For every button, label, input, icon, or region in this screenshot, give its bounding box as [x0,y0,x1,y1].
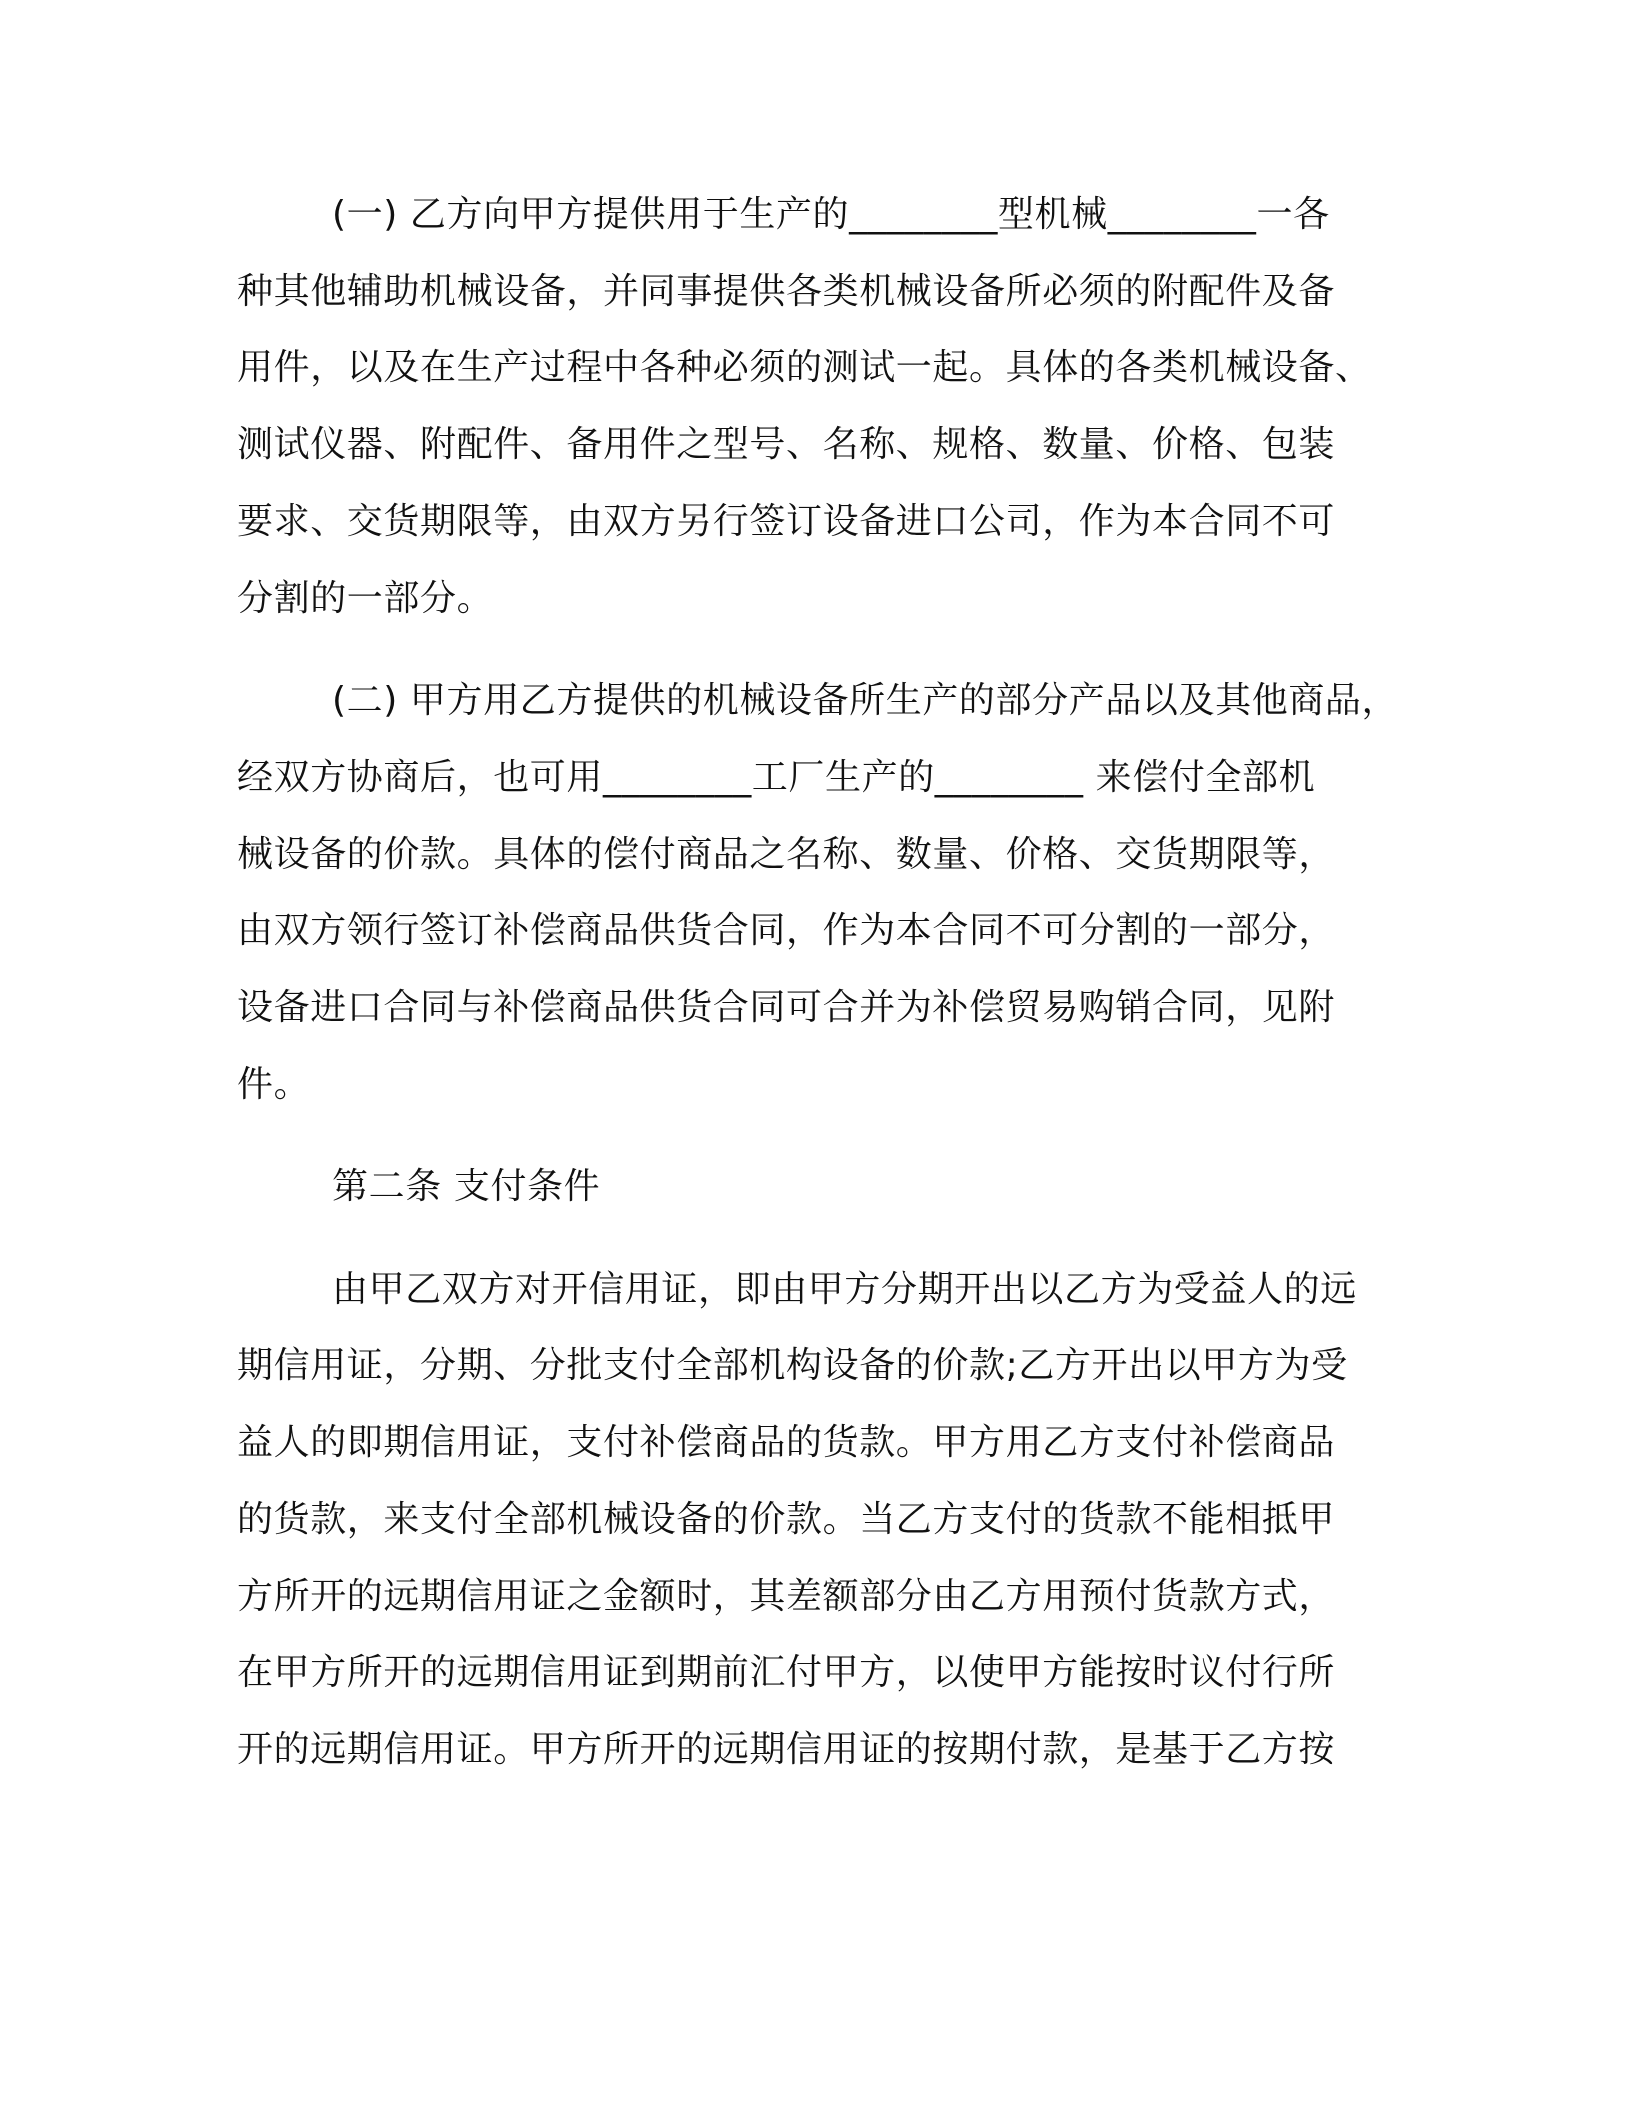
clause-2-line-5: 设备进口合同与补偿商品供货合同可合并为补偿贸易购销合同，见附 [237,987,1336,1028]
article-2-line-2: 期信用证，分期、分批支付全部机构设备的价款;乙方开出以甲方为受 [237,1345,1348,1386]
clause-2-line-1: (二) 甲方用乙方提供的机械设备所生产的部分产品以及其他商品， [332,680,1399,721]
clause-2-line-3: 械设备的价款。具体的偿付商品之名称、数量、价格、交货期限等， [237,834,1336,875]
article-2-line-6: 在甲方所开的远期信用证到期前汇付甲方，以使甲方能按时议付行所 [237,1652,1336,1693]
clause-1-line-6: 分割的一部分。 [237,578,494,619]
article-2-line-1: 由甲乙双方对开信用证，即由甲方分期开出以乙方为受益人的远 [332,1269,1357,1310]
article-2-line-5: 方所开的远期信用证之金额时，其差额部分由乙方用预付货款方式， [237,1576,1336,1617]
clause-1-line-2: 种其他辅助机械设备，并同事提供各类机械设备所必须的附配件及备 [237,271,1336,312]
clause-2-line-2: 经双方协商后，也可用________工厂生产的________ 来偿付全部机 [237,757,1316,798]
clause-1-line-1: (一) 乙方向甲方提供用于生产的________型机械________一各 [332,194,1330,235]
article-2-heading: 第二条 支付条件 [332,1166,601,1207]
article-2-line-4: 的货款，来支付全部机械设备的价款。当乙方支付的货款不能相抵甲 [237,1499,1336,1540]
article-2-line-7: 开的远期信用证。甲方所开的远期信用证的按期付款，是基于乙方按 [237,1729,1336,1770]
clause-1-line-4: 测试仪器、附配件、备用件之型号、名称、规格、数量、价格、包装 [237,424,1336,465]
clause-1-line-3: 用件，以及在生产过程中各种必须的测试一起。具体的各类机械设备、 [237,347,1372,388]
clause-2-line-4: 由双方领行签订补偿商品供货合同，作为本合同不可分割的一部分， [237,910,1336,951]
article-2-line-3: 益人的即期信用证，支付补偿商品的货款。甲方用乙方支付补偿商品 [237,1422,1336,1463]
clause-1-line-5: 要求、交货期限等，由双方另行签订设备进口公司，作为本合同不可 [237,501,1336,542]
clause-2-line-6: 件。 [237,1064,311,1105]
